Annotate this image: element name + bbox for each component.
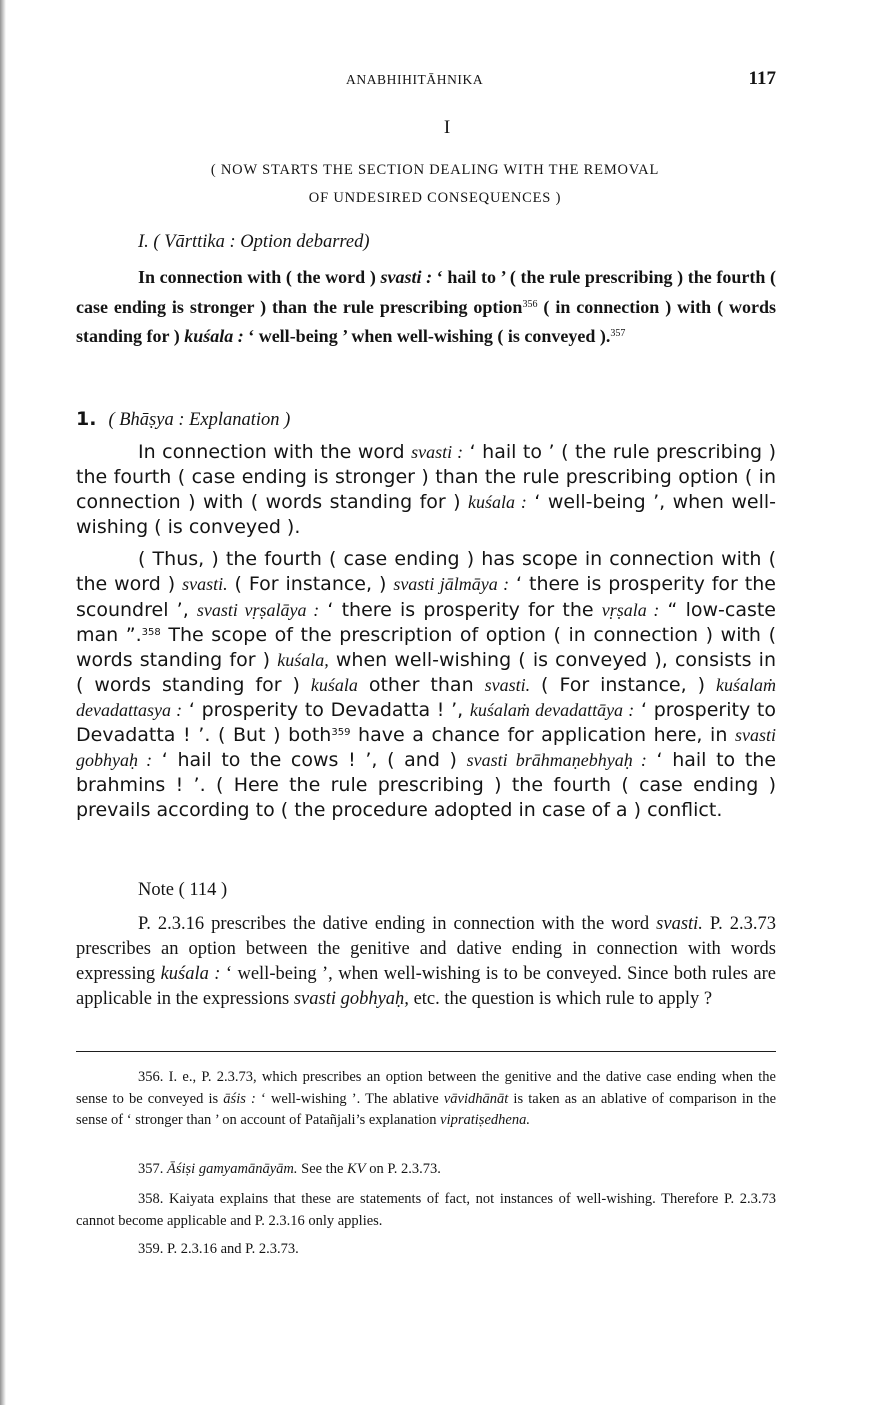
footnote-text	[76, 1159, 776, 1181]
text-run: The scope of the prescription of option ( in connection ) with ( words standing for )	[76, 623, 776, 671]
footnote-357	[76, 1159, 776, 1181]
running-header	[76, 68, 776, 94]
text-run: ( in connection ) with ( words standing for )	[76, 296, 776, 346]
text-run: 356. I. e., P. 2.3.73, which prescribes an option between the genitive and the dative case ending when the sense to be conveyed is	[76, 1069, 776, 1107]
sanskrit-term: vipratiṣedhena.	[440, 1112, 530, 1128]
footnote-ref[interactable]: 359	[331, 727, 351, 739]
section-title-line-2: OF UNDESIRED CONSEQUENCES )	[308, 190, 562, 206]
sanskrit-term: svasti.	[484, 674, 531, 695]
varttika-paragraph	[76, 263, 776, 352]
sanskrit-term: vāvidhānāt	[443, 1090, 509, 1107]
sanskrit-term: svasti gobhyaḥ :	[76, 725, 777, 771]
footnote-359	[76, 1239, 776, 1261]
sanskrit-term: svasti vṛṣalāya :	[196, 599, 320, 620]
sanskrit-term: kuśala :	[160, 964, 221, 984]
footnote-356	[76, 1067, 776, 1132]
footnote-ref[interactable]: 357	[610, 328, 626, 339]
sanskrit-term: svasti gobhyaḥ,	[293, 989, 409, 1009]
sanskrit-term: kuśalaṁ devadattāya :	[469, 699, 635, 720]
text-run: when well-wishing ( is conveyed ), consists in ( words standing for )	[76, 648, 776, 696]
sanskrit-term: svasti :	[411, 442, 464, 462]
sanskrit-term: āśis :	[223, 1090, 256, 1107]
text-run: ( For instance, )	[227, 573, 394, 596]
footnote-ref[interactable]: 356	[522, 298, 538, 310]
text-run: See the	[297, 1161, 348, 1177]
text-run: ‘ well-being ’ when well-wishing ( is conveyed ).	[243, 326, 611, 346]
bhasya-number: 1.	[76, 408, 97, 430]
note-heading: Note ( 114 )	[138, 880, 228, 900]
footnote-ref[interactable]: 358	[141, 626, 161, 638]
text-run: ( Thus, ) the fourth ( case ending ) has scope in connection with ( the word )	[76, 548, 776, 596]
bhasya-paragraph-2	[76, 547, 776, 823]
bhasya-body	[76, 440, 776, 830]
sanskrit-term: kuśala,	[277, 649, 329, 670]
sanskrit-term: svasti brāhmaṇebhyaḥ :	[466, 750, 647, 771]
running-header-title: ANABHIHITĀHNIKA	[346, 72, 484, 87]
note-paragraph	[76, 912, 776, 1012]
bhasya-title: ( Bhāṣya : Explanation )	[108, 410, 291, 430]
varttika-heading: I. ( Vārttika : Option debarred)	[138, 232, 370, 252]
text-run: ‘ hail to ’ ( the rule prescribing ) the fourth ( case ending is stronger ) than the rule prescribing option ( in connection ) with ( words standing for )	[76, 441, 776, 514]
text-run: ‘ there is prosperity for the	[319, 598, 602, 621]
footnote-358	[76, 1189, 776, 1232]
text-run: In connection with ( the word )	[138, 267, 381, 287]
varttika-text	[76, 263, 776, 352]
text-run: ‘ prosperity to Devadatta ! ’,	[182, 698, 470, 721]
text-run: etc. the question is which rule to apply ?	[408, 989, 713, 1009]
footnote-text: 358. Kaiyata explains that these are statements of fact, not instances of well-wishing. Therefore P. 2.3.73 cannot become applicable and P. 2.3.16 only applies.	[76, 1191, 776, 1229]
text-run: ‘ prosperity to Devadatta ! ’. ( But ) both	[76, 698, 776, 747]
text-run: ‘ well-wishing ’. The ablative	[255, 1090, 444, 1107]
text-run: ‘ hail to ’ ( the rule prescribing ) the fourth ( case ending is stronger ) than the rule prescribing option	[76, 267, 777, 317]
sanskrit-term: Āśiṣi gamyamānāyām.	[167, 1161, 298, 1177]
footnote-divider	[76, 1051, 776, 1052]
sanskrit-term: vṛṣala :	[601, 599, 660, 620]
footnote-text: 359. P. 2.3.16 and P. 2.3.73.	[138, 1241, 299, 1257]
sanskrit-term: kuśalaṁ devadattasya :	[76, 674, 776, 720]
work-abbreviation: KV	[347, 1161, 366, 1177]
text-run: ( For instance, )	[530, 673, 716, 696]
page-number: 117	[748, 68, 776, 89]
sanskrit-term: kuśala :	[468, 492, 527, 513]
section-number: I	[443, 117, 451, 138]
sanskrit-term: kuśala :	[184, 326, 244, 346]
sanskrit-term: svasti.	[182, 574, 228, 595]
text-run: have a chance for application here, in	[350, 724, 735, 747]
text-run: 357.	[138, 1161, 167, 1177]
text-run: ‘ there is prosperity for the scoundrel ’,	[76, 573, 776, 621]
text-run: ‘ well-being ’, when well-wishing ( is conveyed ).	[76, 491, 776, 539]
sanskrit-term: svasti jālmāya :	[393, 574, 510, 595]
scan-binding-edge	[0, 0, 6, 1405]
sanskrit-term: svasti.	[656, 914, 703, 934]
text-run: ‘ hail to the cows ! ’, ( and )	[152, 749, 467, 772]
sanskrit-term: svasti :	[380, 267, 433, 287]
text-run: ‘ well-being ’, when well-wishing is to be conveyed. Since both rules are applicable in the expressions	[76, 964, 776, 1009]
section-title	[140, 156, 730, 212]
bhasya-paragraph-1	[76, 440, 776, 540]
text-run: other than	[357, 673, 485, 696]
text-run: In connection with the word	[138, 441, 412, 463]
text-run: “ low-caste man ”.	[76, 598, 777, 646]
text-run: is taken as an ablative of comparison in the sense of ‘ stronger than ’ on account of Patañjali’s explanation	[76, 1090, 776, 1128]
text-run: P. 2.3.73 prescribes an option between the genitive and dative ending in connection with words expressing	[76, 914, 777, 984]
sanskrit-term: kuśala	[310, 674, 358, 695]
bhasya-heading	[76, 408, 776, 431]
section-title-line-1: ( NOW STARTS THE SECTION DEALING WITH THE REMOVAL	[210, 162, 660, 178]
text-run: P. 2.3.16 prescribes the dative ending in connection with the word	[138, 914, 657, 934]
footnote-text	[76, 1067, 776, 1132]
note-body	[76, 912, 776, 1012]
text-run: ‘ hail to the brahmins ! ’. ( Here the rule prescribing ) the fourth ( case ending ) prevails according to ( the procedure adopted in case of a ) conflict.	[76, 749, 777, 822]
text-run: on P. 2.3.73.	[365, 1161, 441, 1177]
